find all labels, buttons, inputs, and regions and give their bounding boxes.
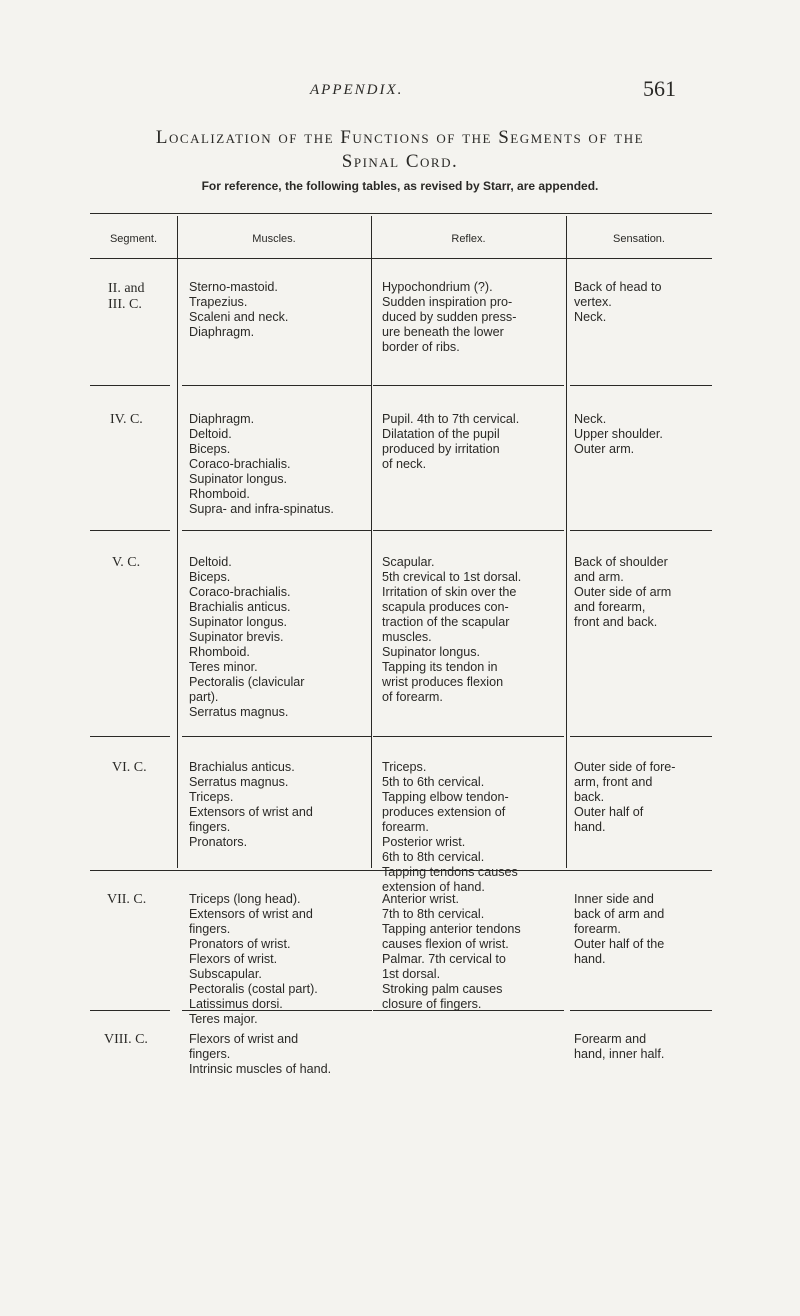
muscles-cell: Deltoid. Biceps. Coraco-brachialis. Brachialis anticus. Supinator longus. Supinator brevis. Rhomboid. Teres minor. Pectoralis (clavicular part). Serratus magnus. bbox=[189, 555, 305, 719]
segment-cell: IV. C. bbox=[110, 412, 143, 427]
muscles-cell: Diaphragm. Deltoid. Biceps. Coraco-brachialis. Supinator longus. Rhomboid. Supra- and infra-spinatus. bbox=[189, 412, 334, 516]
page-number: 561 bbox=[643, 76, 676, 101]
header-segment: Segment. bbox=[109, 233, 158, 245]
page-title-line2: Spinal Cord. bbox=[341, 151, 459, 172]
muscles-cell: Triceps (long head). Extensors of wrist and fingers. Pronators of wrist. Flexors of wrist. Subscapular. Pectoralis (costal part). Latissimus dorsi. Teres major. bbox=[189, 892, 318, 1026]
segment-cell: II. and III. C. bbox=[108, 281, 145, 312]
segment-cell: VIII. C. bbox=[104, 1032, 148, 1047]
sensation-cell: Back of head to vertex. Neck. bbox=[574, 280, 662, 324]
page-title bbox=[0, 126, 800, 174]
header-muscles: Muscles. bbox=[252, 233, 296, 245]
table-top-rule bbox=[90, 213, 712, 214]
reflex-cell: Scapular. 5th crevical to 1st dorsal. Irritation of skin over the scapula produces con- traction of the scapular muscles. Supinator longus. Tapping its tendon in wrist produces flexion of forearm. bbox=[382, 555, 522, 704]
page-subtitle: For reference, the following tables, as revised by Starr, are appended. bbox=[201, 179, 599, 193]
sensation-cell: Neck. Upper shoulder. Outer arm. bbox=[574, 412, 663, 456]
reflex-cell: Anterior wrist. 7th to 8th cervical. Tapping anterior tendons causes flexion of wrist. Palmar. 7th cervical to 1st dorsal. Stroking palm causes closure of fingers. bbox=[382, 892, 521, 1011]
segment-cell: VII. C. bbox=[107, 892, 147, 907]
column-divider bbox=[566, 216, 567, 868]
page-title-line1: Localization of the Functions of the Segments of the bbox=[155, 127, 645, 148]
column-divider bbox=[177, 216, 178, 868]
header-reflex: Reflex. bbox=[451, 233, 486, 245]
column-divider bbox=[371, 216, 372, 868]
muscles-cell: Brachialus anticus. Serratus magnus. Triceps. Extensors of wrist and fingers. Pronators. bbox=[189, 760, 313, 849]
header-sensation: Sensation. bbox=[613, 233, 665, 245]
muscles-cell: Sterno-mastoid. Trapezius. Scaleni and neck. Diaphragm. bbox=[189, 280, 289, 339]
muscles-cell: Flexors of wrist and fingers. Intrinsic muscles of hand. bbox=[189, 1032, 332, 1076]
segment-cell: V. C. bbox=[112, 555, 141, 570]
table-header-rule bbox=[90, 258, 712, 259]
sensation-cell: Forearm and hand, inner half. bbox=[574, 1032, 665, 1061]
segment-cell: VI. C. bbox=[112, 760, 147, 775]
reflex-cell: Triceps. 5th to 6th cervical. Tapping elbow tendon- produces extension of forearm. Posterior wrist. 6th to 8th cervical. Tapping tendons causes extension of hand. bbox=[382, 760, 518, 894]
reflex-cell: Pupil. 4th to 7th cervical. Dilatation of the pupil produced by irritation of neck. bbox=[382, 412, 520, 471]
sensation-cell: Back of shoulder and arm. Outer side of arm and forearm, front and back. bbox=[574, 555, 672, 629]
reflex-cell: Hypochondrium (?). Sudden inspiration pro- duced by sudden press- ure beneath the lower border of ribs. bbox=[382, 280, 517, 354]
sensation-cell: Outer side of fore- arm, front and back. Outer half of hand. bbox=[574, 760, 676, 834]
sensation-cell: Inner side and back of arm and forearm. Outer half of the hand. bbox=[574, 892, 665, 966]
running-head-title: APPENDIX. bbox=[310, 82, 404, 98]
